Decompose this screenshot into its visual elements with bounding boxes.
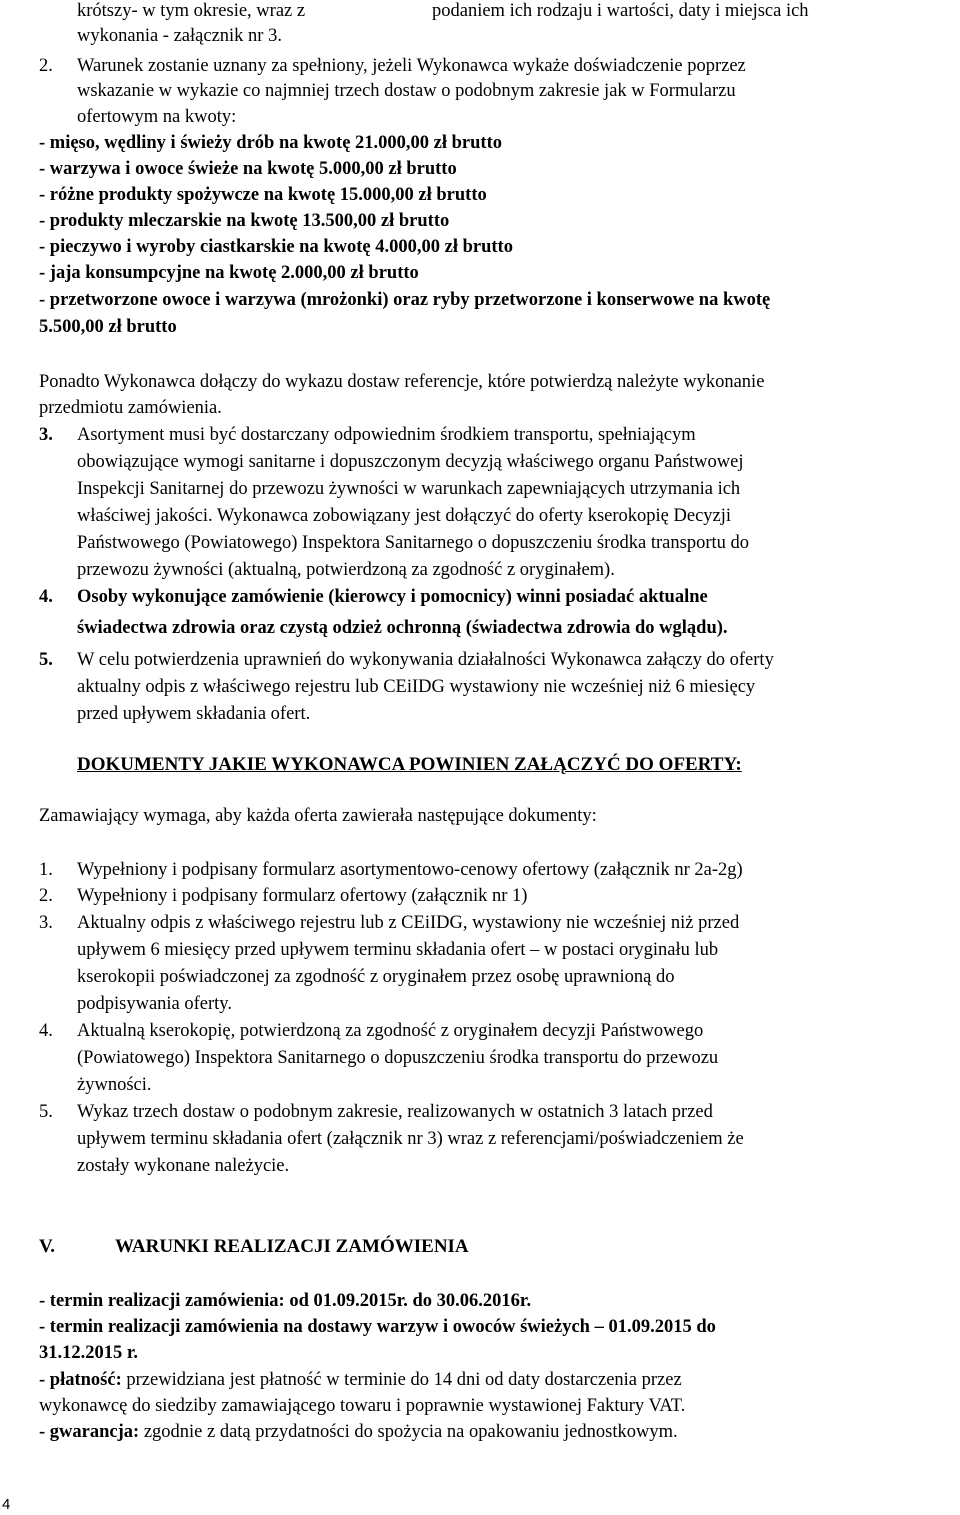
payment-line-1 <box>39 1369 682 1391</box>
item-2-line-2: wskazanie w wykazie co najmniej trzech dostaw o podobnym zakresie jak w Formularzu <box>77 81 736 101</box>
continuation-text-1a: krótszy- w tym okresie, wraz z <box>77 1 306 21</box>
doc-2-line-1: Wypełniony i podpisany formularz ofertowy (załącznik nr 1) <box>77 886 528 906</box>
documents-intro: Zamawiający wymaga, aby każda oferta zawierała następujące dokumenty: <box>39 806 597 826</box>
item-2-number: 2. <box>39 56 53 76</box>
section-5-title: WARUNKI REALIZACJI ZAMÓWIENIA <box>115 1236 469 1257</box>
item-4-number: 4. <box>39 587 53 607</box>
payment-line-2: wykonawcę do siedziby zamawiającego towaru i poprawnie wystawionej Faktury VAT. <box>39 1396 686 1416</box>
doc-3-line-1: Aktualny odpis z właściwego rejestru lub z CEiIDG, wystawiony nie wcześniej niż przed <box>77 913 740 933</box>
amount-bakery: - pieczywo i wyroby ciastkarskie na kwotę 4.000,00 zł brutto <box>39 237 513 257</box>
page-number: 4 <box>2 1496 11 1513</box>
warranty-text: zgodnie z datą przydatności do spożycia na opakowaniu jednostkowym. <box>143 1422 678 1442</box>
warranty-label: - gwarancja: <box>39 1422 140 1442</box>
amount-dairy: - produkty mleczarskie na kwotę 13.500,00 zł brutto <box>39 211 450 231</box>
doc-5-line-1: Wykaz trzech dostaw o podobnym zakresie, realizowanych w ostatnich 3 latach przed <box>77 1102 713 1122</box>
item-3-line-1: Asortyment musi być dostarczany odpowiednim środkiem transportu, spełniającym <box>77 425 696 445</box>
doc-5-line-2: upływem terminu składania ofert (załącznik nr 3) wraz z referencjami/poświadczeniem że <box>77 1129 744 1149</box>
item-4-line-1: Osoby wykonujące zamówienie (kierowcy i pomocnicy) winni posiadać aktualne <box>77 587 708 607</box>
item-3-line-3: Inspekcji Sanitarnej do przewozu żywności w warunkach zapewniających utrzymania ich <box>77 479 741 499</box>
doc-4-line-3: żywności. <box>77 1075 152 1095</box>
doc-3-line-4: podpisywania oferty. <box>77 994 232 1014</box>
doc-1-line-1: Wypełniony i podpisany formularz asortymentowo-cenowy ofertowy (załącznik nr 2a-2g) <box>77 860 743 880</box>
item-4-line-2: świadectwa zdrowia oraz czystą odzież ochronną (świadectwa zdrowia do wglądu). <box>77 618 728 638</box>
payment-label: - płatność: <box>39 1370 122 1390</box>
doc-3-line-2: upływem 6 miesięcy przed upływem terminu składania ofert – w postaci oryginału lub <box>77 940 719 960</box>
term-2-line-1: - termin realizacji zamówienia na dostawy warzyw i owoców świeżych – 01.09.2015 do <box>39 1317 716 1337</box>
item-5-number: 5. <box>39 650 53 670</box>
item-5-line-2: aktualny odpis z właściwego rejestru lub CEiIDG wystawiony nie wcześniej niż 6 miesięcy <box>77 677 756 697</box>
doc-4-line-2: (Powiatowego) Inspektora Sanitarnego o dopuszczeniu środka transportu do przewozu <box>77 1048 719 1068</box>
section-5-number: V. <box>39 1236 56 1257</box>
term-1: - termin realizacji zamówienia: od 01.09.2015r. do 30.06.2016r. <box>39 1291 532 1311</box>
doc-2-number: 2. <box>39 886 53 906</box>
amount-groceries: - różne produkty spożywcze na kwotę 15.000,00 zł brutto <box>39 185 487 205</box>
doc-1-number: 1. <box>39 860 53 880</box>
item-3-line-4: właściwej jakości. Wykonawca zobowiązany jest dołączyć do oferty kserokopię Decyzji <box>77 506 732 526</box>
payment-text: przewidziana jest płatność w terminie do 14 dni od daty dostarczenia przez <box>126 1370 682 1390</box>
amount-meat: - mięso, wędliny i świeży drób na kwotę 21.000,00 zł brutto <box>39 133 502 153</box>
warranty-line <box>39 1421 678 1443</box>
item-2-line-1: Warunek zostanie uznany za spełniony, jeżeli Wykonawca wykaże doświadczenie poprzez <box>77 56 746 76</box>
item-5-line-1: W celu potwierdzenia uprawnień do wykonywania działalności Wykonawca załączy do oferty <box>77 650 774 670</box>
item-3-line-6: przewozu żywności (aktualną, potwierdzoną za zgodność z oryginałem). <box>77 560 615 580</box>
doc-4-line-1: Aktualną kserokopię, potwierdzoną za zgodność z oryginałem decyzji Państwowego <box>77 1021 704 1041</box>
amount-eggs: - jaja konsumpcyjne na kwotę 2.000,00 zł brutto <box>39 263 419 283</box>
item-5-line-3: przed upływem składania ofert. <box>77 704 311 724</box>
doc-4-number: 4. <box>39 1021 53 1041</box>
item-3-number: 3. <box>39 425 53 445</box>
references-line-1: Ponadto Wykonawca dołączy do wykazu dostaw referencje, które potwierdzą należyte wykonanie <box>39 372 765 392</box>
references-line-2: przedmiotu zamówienia. <box>39 398 222 418</box>
item-3-line-5: Państwowego (Powiatowego) Inspektora Sanitarnego o dopuszczeniu środka transportu do <box>77 533 750 553</box>
doc-3-number: 3. <box>39 913 53 933</box>
amount-processed: - przetworzone owoce i warzywa (mrożonki) oraz ryby przetworzone i konserwowe na kwotę <box>39 290 771 310</box>
documents-heading: DOKUMENTY JAKIE WYKONAWCA POWINIEN ZAŁĄCZYĆ DO OFERTY: <box>77 754 742 775</box>
doc-5-line-3: zostały wykonane należycie. <box>77 1156 290 1176</box>
term-2-line-2: 31.12.2015 r. <box>39 1343 139 1363</box>
item-2-line-3: ofertowym na kwoty: <box>77 107 237 127</box>
continuation-text-2: wykonania - załącznik nr 3. <box>77 26 282 46</box>
continuation-text-1b: podaniem ich rodzaju i wartości, daty i miejsca ich <box>432 1 809 21</box>
doc-3-line-3: kserokopii poświadczonej za zgodność z oryginałem przez osobę uprawnioną do <box>77 967 675 987</box>
item-3-line-2: obowiązujące wymogi sanitarne i dopuszczonym decyzją właściwego organu Państwowej <box>77 452 744 472</box>
amount-processed-value: 5.500,00 zł brutto <box>39 317 177 337</box>
amount-vegetables: - warzywa i owoce świeże na kwotę 5.000,00 zł brutto <box>39 159 457 179</box>
doc-5-number: 5. <box>39 1102 53 1122</box>
